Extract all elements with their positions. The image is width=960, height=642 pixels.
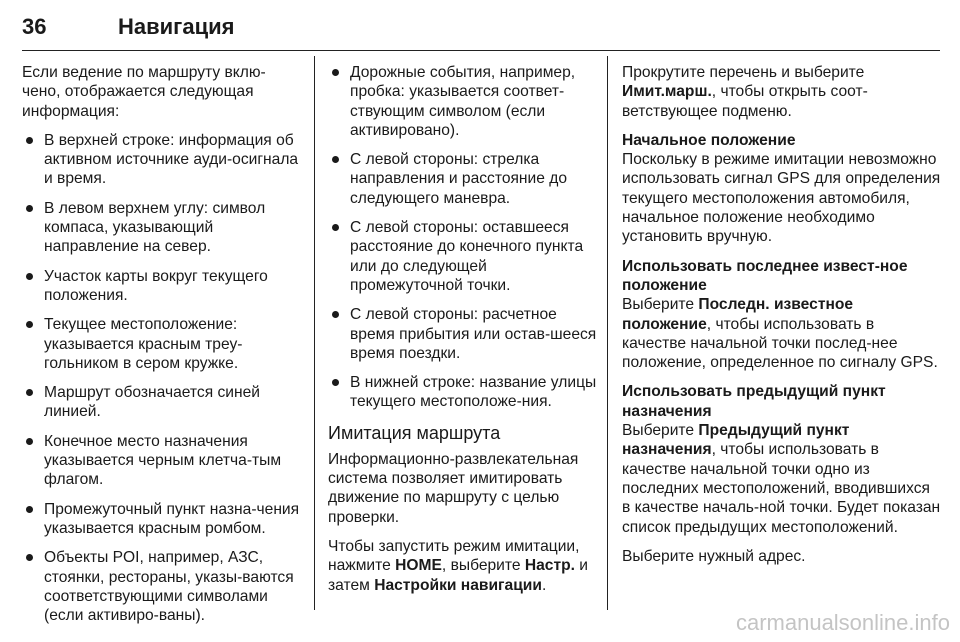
list-item: Текущее местоположение: указывается красным треу-гольником в сером кружке. (22, 315, 304, 373)
paragraph: Прокрутите перечень и выберите Имит.марш., чтобы открыть соот-ветствующее подменю. (622, 64, 868, 120)
info-list-continued (328, 63, 603, 412)
menu-term: Настр. (524, 557, 575, 575)
column-divider (314, 56, 315, 610)
list-item: С левой стороны: расчетное время прибытия или остав-шееся время поездки. (328, 305, 603, 363)
paragraph: Выберите Предыдущий пункт назначения, чтобы использовать в качестве начальной точки одно из последних местоположений, вводившихся в качестве началь-ной точки. Будет показан список предыдущих местоположений. (622, 422, 941, 536)
page-header (22, 0, 940, 51)
column-3 (622, 63, 942, 576)
subsection-title: Использовать предыдущий пункт назначения (622, 383, 886, 420)
list-item: Участок карты вокруг текущего положения. (22, 267, 304, 306)
list-item: Конечное место назначения указывается черным клетча-тым флагом. (22, 432, 304, 490)
paragraph: Чтобы запустить режим имитации, нажмите HOME, выберите Настр. и затем Настройки навигации. (328, 537, 589, 594)
info-list (22, 131, 304, 626)
list-item: Дорожные события, например, пробка: указывается соответ-ствующим символом (если активировано). (328, 63, 603, 140)
menu-term: HOME (395, 557, 442, 575)
subsection-title: Использовать последнее извест-ное положение (622, 257, 908, 294)
subsection-title: Начальное положение (622, 131, 796, 149)
page-number: 36 (22, 14, 47, 39)
paragraph: Поскольку в режиме имитации невозможно использовать сигнал GPS для определения текущего местоположения автомобиля, начальное положение необходимо установить вручную. (622, 151, 941, 246)
list-item: В нижней строке: название улицы текущего местоположе-ния. (328, 373, 603, 412)
paragraph: Выберите нужный адрес. (622, 547, 806, 565)
list-item: С левой стороны: стрелка направления и расстояние до следующего маневра. (328, 150, 603, 208)
column-1 (22, 63, 304, 635)
paragraph: Выберите Последн. известное положение, чтобы использовать в качестве начальной точки послед-нее положение, определенное по сигналу GPS. (622, 296, 938, 372)
list-item: Промежуточный пункт назна-чения указывается красным ромбом. (22, 500, 304, 539)
menu-term: Последн. известное положение (622, 296, 854, 333)
list-item: В верхней строке: информация об активном источнике ауди-осигнала и время. (22, 131, 304, 189)
intro-paragraph: Если ведение по маршруту вклю-чено, отображается следующая информация: (22, 64, 266, 120)
column-2 (328, 63, 603, 605)
menu-term: Имит.марш. (622, 83, 712, 101)
section-heading: Имитация маршрута (328, 422, 501, 443)
list-item: С левой стороны: оставшееся расстояние до конечного пункта или до следующей промежуточной точки. (328, 218, 603, 295)
menu-term: Предыдущий пункт назначения (622, 422, 850, 459)
list-item: Объекты POI, например, АЗС, стоянки, рестораны, указы-ваются соответствующими символами (если активиро-ваны). (22, 548, 304, 625)
list-item: Маршрут обозначается синей линией. (22, 383, 304, 422)
chapter-title: Навигация (118, 14, 235, 39)
paragraph: Информационно-развлекательная система позволяет имитировать движение по маршруту с целью проверки. (328, 450, 579, 526)
list-item: В левом верхнем углу: символ компаса, указывающий направление на север. (22, 199, 304, 257)
column-divider (607, 56, 608, 610)
watermark: carmanualsonline.info (735, 610, 950, 635)
menu-term: Настройки навигации (374, 576, 542, 594)
